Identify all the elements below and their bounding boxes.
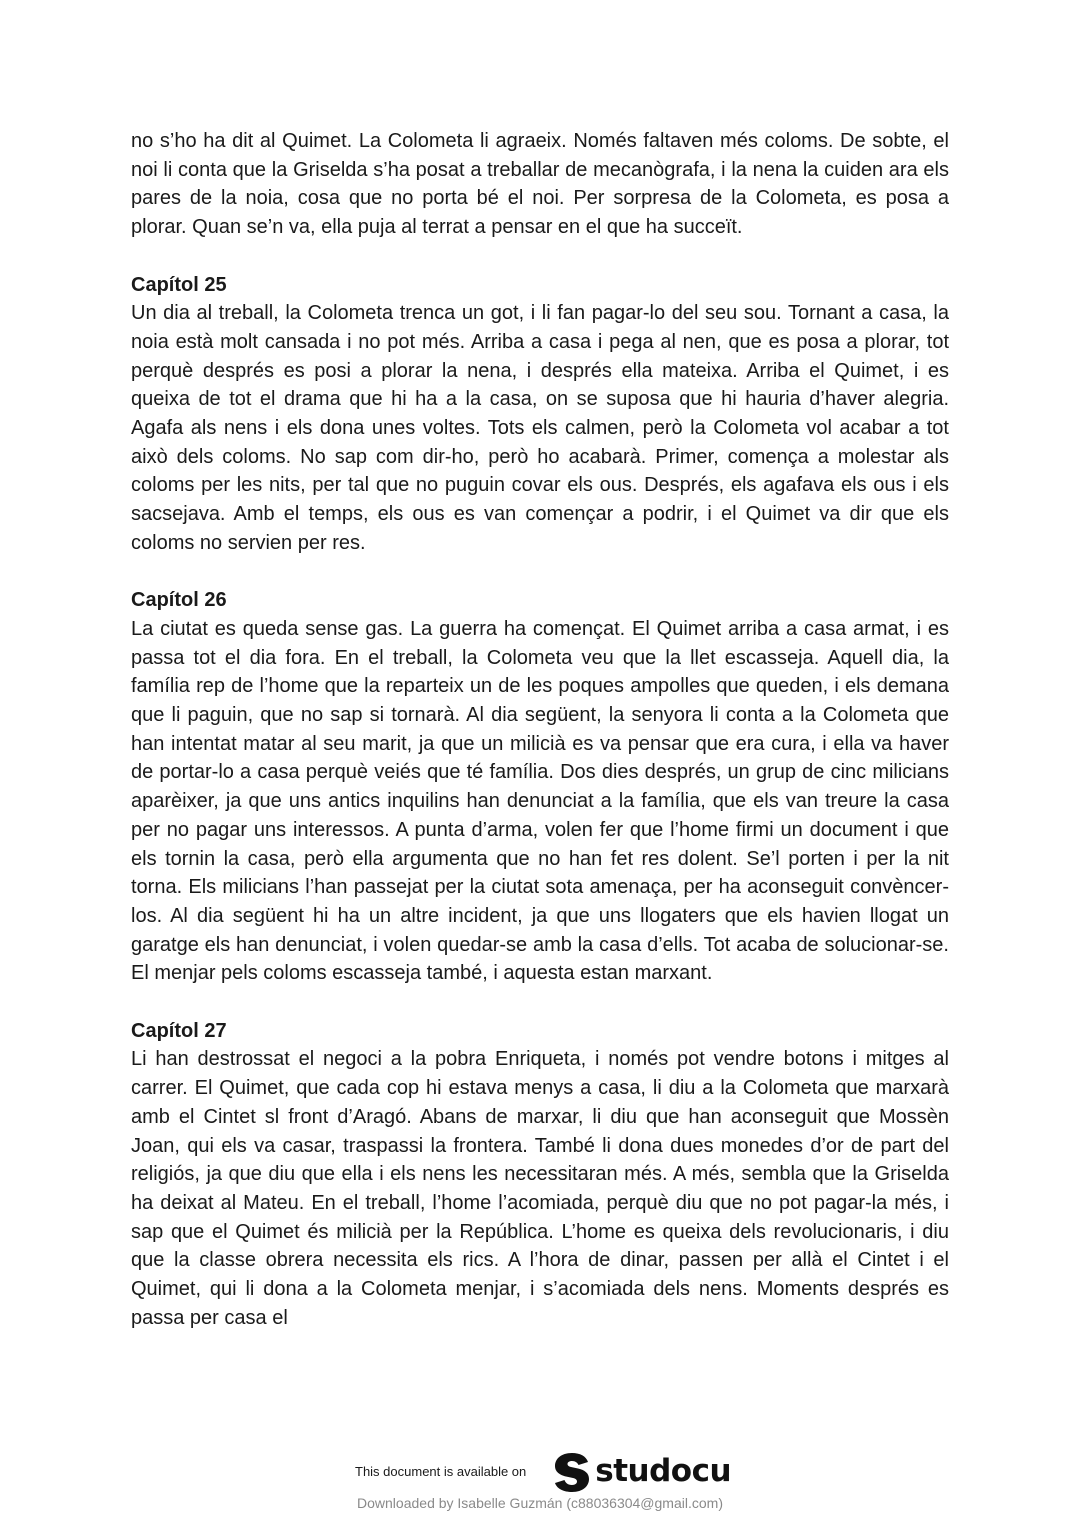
chapter-25 [131,271,949,558]
chapter-title: Capítol 26 [131,589,227,612]
chapter-paragraph: La ciutat es queda sense gas. La guerra ha començat. El Quimet arriba a casa armat, i es passa tot el dia fora. En el treball, la Colometa veu que la llet escasseja. Aquell dia, la família rep de l’home que la reparteix un de les poques ampolles que queden, i els demana que li paguin, que no sap si tornarà. Al dia següent, la senyora li conta a la Colometa que han intentat matar al seu marit, ja que un milicià es va pensar que era cura, i ella va haver de portar-lo a casa perquè veiés que té família. Dos dies després, un grup de cinc milicians aparèixer, ja que uns antics inquilins han denunciat a la família, que els van treure la casa per no pagar uns interessos. A punta d’arma, volen fer que l’home firmi un document i que els tornin la casa, però ella argumenta que no han fet res dolent. Se’l porten i per la nit torna. Els milicians l’han passejat per la ciutat sota amenaça, per ha aconseguit convèncer-los. Al dia següent hi ha un altre incident, ja que uns llogaters que els havien llogat un garatge els han denunciat, i volen quedar-se amb la casa d’ells. Tot acaba de solucionar-se. El menjar pels coloms escasseja també, i aquesta estan marxant. [131,617,949,985]
chapter-27 [131,1017,949,1333]
studocu-logo-text: studocu [595,1453,732,1489]
chapter-26 [131,586,949,988]
availability-line [355,1450,731,1492]
studocu-logo-link[interactable] [551,1450,731,1492]
page-footer [0,1446,1080,1525]
intro-paragraph: no s’ho ha dit al Quimet. La Colometa li agraeix. Només faltaven més coloms. De sobte, el noi li conta que la Griselda s’ha posat a treballar de mecanògrafa, i la nena la cuiden ara els pares de la noia, cosa que no porta bé el noi. Per sorpresa de la Colometa, es posa a plorar. Quan se’n va, ella puja al terrat a pensar en el que ha succeït. [131,130,949,239]
chapter-paragraph: Li han destrossat el negoci a la pobra Enriqueta, i només pot vendre botons i mitges al carrer. El Quimet, que cada cop hi estava menys a casa, li diu a la Colometa que marxarà amb el Cintet sl front d’Aragó. Abans de marxar, li diu que han aconseguit que Mossèn Joan, qui els va casar, traspassi la frontera. També li dona dues monedes d’or de part del religiós, ja que diu que ella i els nens les necessitaran més. A més, sembla que la Griselda ha deixat al Mateu. En el treball, l’home l’acomiada, perquè diu que no pot pagar-la més, i sap que el Quimet és milicià per la República. L’home es queixa dels revolucionaris, i diu que la classe obrera necessita els rics. A l’hora de dinar, passen per allà el Cintet i el Quimet, qui li dona a la Colometa menjar, i s’acomiada dels nens. Moments després es passa per casa el [131,1048,949,1329]
studocu-logo-icon [551,1450,593,1492]
download-attribution: Downloaded by Isabelle Guzmán (c88036304@gmail.com) [357,1495,723,1511]
chapter-title: Capítol 25 [131,273,227,296]
chapter-title: Capítol 27 [131,1019,227,1042]
chapter-paragraph: Un dia al treball, la Colometa trenca un got, i li fan pagar-lo del seu sou. Tornant a casa, la noia està molt cansada i no pot més. Arriba a casa i pega al nen, que es posa a plorar, tot perquè després es posi a plorar la nena, i després ella mateixa. Arriba el Quimet, i es queixa de tot el drama que hi ha a la casa, on se suposa que hi hauria d’haver alegria. Agafa als nens i els dona unes voltes. Tots els calmen, però la Colometa vol acabar a tot això dels coloms. No sap com dir-ho, però ho acabarà. Primer, comença a molestar als coloms per les nits, per tal que no puguin covar els ous. Després, els agafava els ous i els sacsejava. Amb el temps, els ous es van començar a podrir, i el Quimet va dir que els coloms no servien per res. [131,302,949,554]
availability-text: This document is available on [355,1463,527,1479]
document-body [131,127,949,1332]
